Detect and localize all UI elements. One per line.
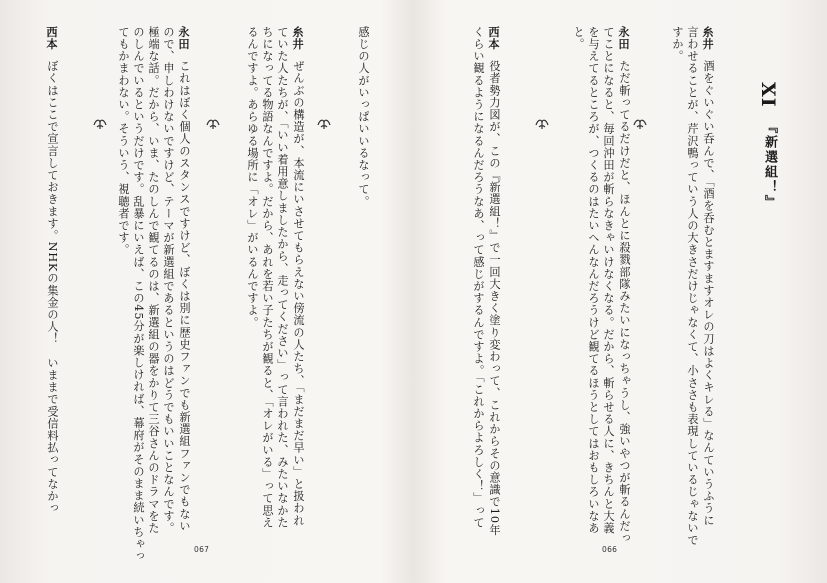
ornament-icon bbox=[205, 116, 221, 130]
body-line bbox=[486, 26, 502, 536]
body-line bbox=[290, 26, 306, 527]
ornament-icon bbox=[316, 116, 332, 130]
speaker-label: 永田 bbox=[177, 26, 191, 51]
dialogue-text: と。 bbox=[572, 26, 585, 51]
dialogue-text: 感じの人がいっぱいいるなって。 bbox=[357, 26, 370, 208]
body-line bbox=[685, 26, 700, 546]
dialogue-text: すか。 bbox=[671, 26, 684, 63]
body-line bbox=[260, 26, 275, 529]
body-line bbox=[586, 26, 601, 534]
body-line bbox=[116, 26, 131, 256]
body-line bbox=[161, 26, 176, 534]
ornament-icon bbox=[92, 116, 108, 130]
dialogue-text: ていた人たちが、「いい着用意しましたから、走ってください」って言われた、みたいなかた bbox=[276, 26, 289, 529]
body-line bbox=[131, 26, 146, 562]
dialogue-text: ただ斬ってるだけだと、ほんとに殺戮部隊みたいになっちゃうし、強いやつが斬るんだっ bbox=[618, 60, 631, 545]
ornament-icon bbox=[534, 116, 550, 130]
dialogue-text: 極端な話。だから、いま、たのしんで観てるのは、新選組の器をかりて三谷さんのドラマをた bbox=[147, 26, 160, 535]
dialogue-text: のしんでいるというだけです。乱暴にいえば、この45分が楽しければ、幕府がそのまま続いちゃっ bbox=[132, 26, 145, 563]
left-page bbox=[0, 0, 413, 583]
right-page bbox=[414, 0, 827, 583]
page-number: 067 bbox=[194, 545, 210, 554]
dialogue-text: を与えてるところが、つくるのはたいへんなんだろうけど観てるほうとしてはおもしろいなあ bbox=[587, 26, 600, 535]
dialogue-text: てもかまわない。そういう、視聴者です。 bbox=[117, 26, 130, 256]
body-line bbox=[571, 26, 586, 50]
body-line bbox=[275, 26, 290, 529]
body-line bbox=[176, 26, 192, 532]
dialogue-text: くらい観るようになるんだろうなあ、って感じがするんですよ。「これからよろしく！」って bbox=[472, 26, 485, 529]
speaker-label: 糸井 bbox=[291, 26, 305, 51]
speaker-label: 永田 bbox=[617, 26, 631, 51]
dialogue-text: 言わせることが、芹沢鴨っていう人の大きさだけじゃなくて、小ささも表現しているじゃないで bbox=[686, 26, 699, 547]
body-line bbox=[616, 26, 632, 544]
dialogue-text: ちになってる物語なんですよ。だから、あれを若い子たちが観ると、「オレがいる」って思え bbox=[261, 26, 274, 529]
body-line bbox=[471, 26, 486, 529]
chapter-number: XI bbox=[757, 82, 779, 108]
dialogue-text: 役者勢力図が、この『新選組！』で一回大きく塗り変わって、これからその意識で10年 bbox=[488, 60, 501, 537]
body-line bbox=[700, 26, 716, 527]
dialogue-text: 酒をぐいぐい呑んで、「酒を呑むとますますオレの刀はよくキレる」なんていうふうに bbox=[702, 60, 715, 527]
dialogue-text: これはぼく個人のスタンスですけど、ぼくは別に歴史ファンでも新選組ファンでもない bbox=[178, 60, 191, 533]
dialogue-text: ので、申しわけないですけど、テーマが新選組であるというのはどうでもいいことなんです。 bbox=[162, 26, 175, 535]
speaker-label: 西本 bbox=[45, 26, 59, 51]
dialogue-text: てことになると、毎回沖田が斬らなきゃいけなくなる。だから、斬らせる人に、きちんと大義 bbox=[602, 26, 615, 535]
ornament-icon bbox=[632, 116, 648, 130]
dialogue-text: ぼくはここで宣言しておきます。NHKの集金の人！ いままで受信料払ってなかっ bbox=[46, 60, 59, 515]
body-line bbox=[670, 26, 685, 62]
body-line bbox=[356, 26, 371, 208]
speaker-label: 糸井 bbox=[701, 26, 715, 51]
page-number: 066 bbox=[602, 545, 618, 554]
body-line bbox=[146, 26, 161, 534]
body-line bbox=[44, 26, 60, 514]
chapter-title: 『新選組！』 bbox=[762, 120, 777, 210]
speaker-label: 西本 bbox=[487, 26, 501, 51]
body-line bbox=[601, 26, 616, 534]
dialogue-text: るんですよ。あらゆる場所に「オレ」がいるんですよ。 bbox=[246, 26, 259, 329]
dialogue-text: ぜんぶの構造が、本流にいさせてもらえない傍流の人たち、「まだまだ早い」と扱われ bbox=[292, 60, 305, 527]
body-line bbox=[245, 26, 260, 329]
